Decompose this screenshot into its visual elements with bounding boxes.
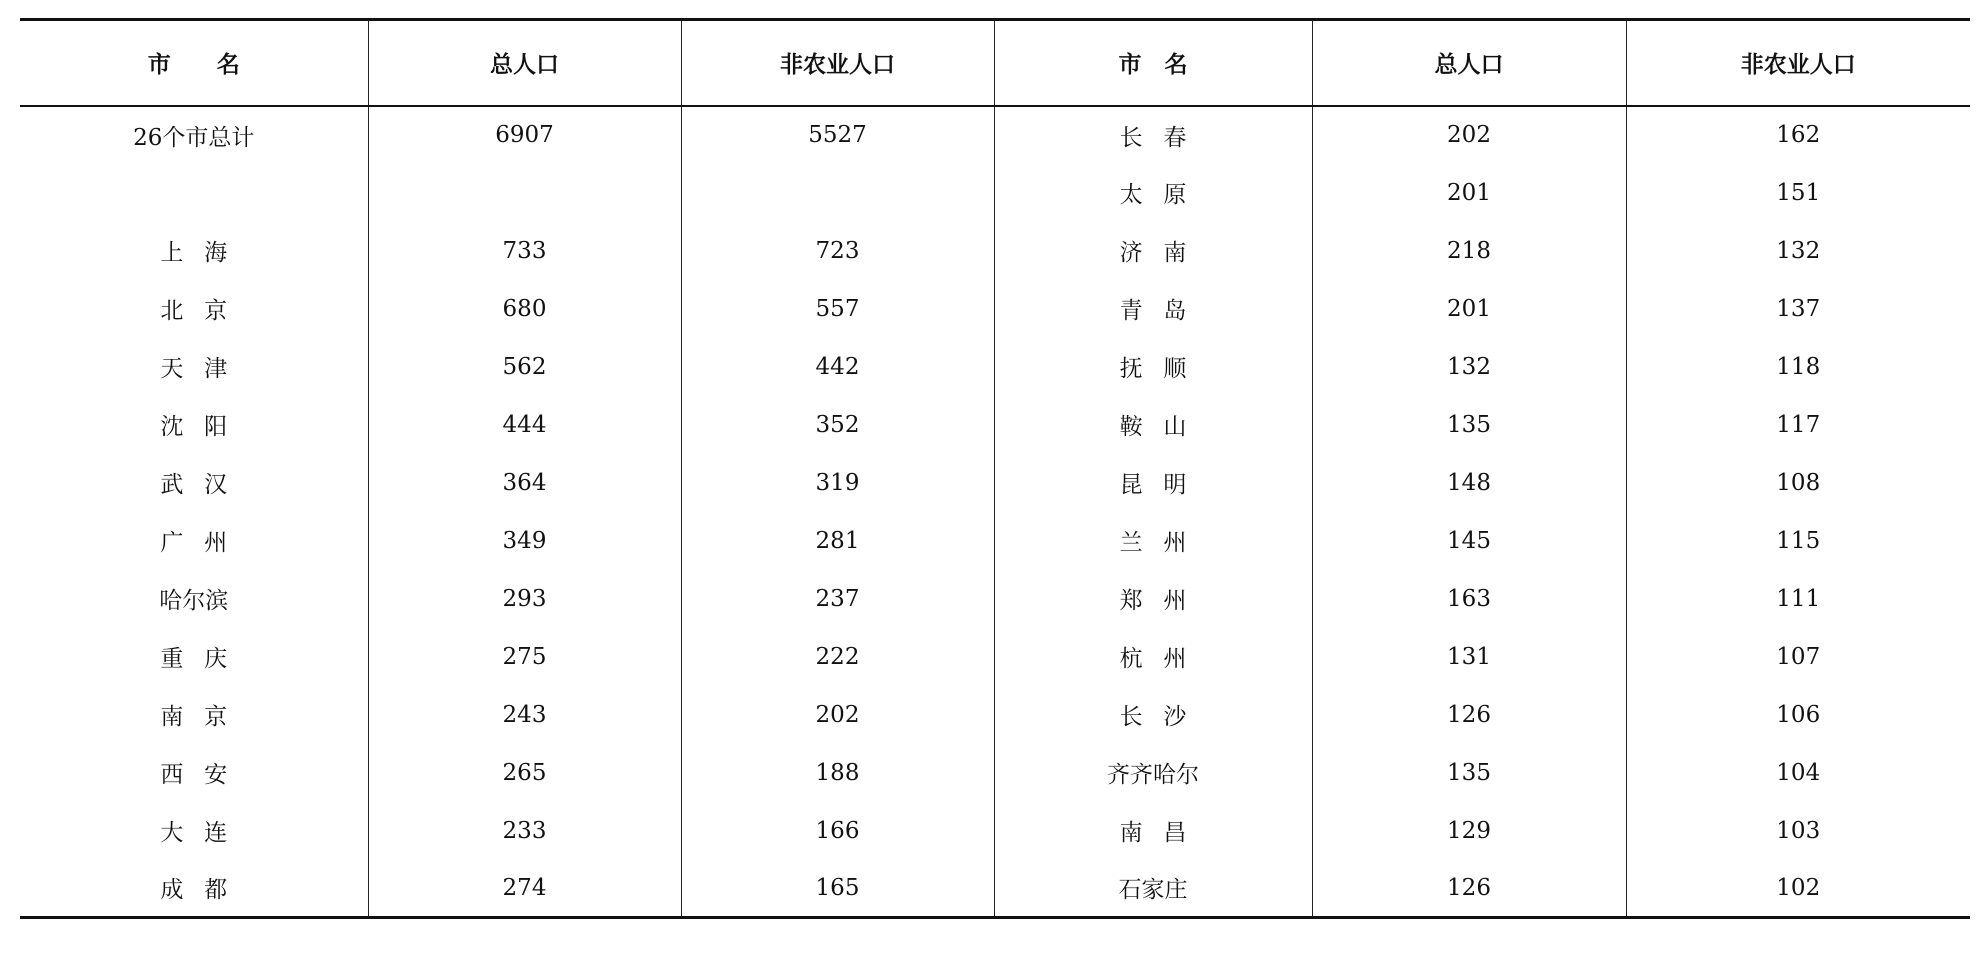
total-population-right-cell: 201 bbox=[1312, 280, 1626, 338]
non-agricultural-population-left-cell: 723 bbox=[681, 222, 994, 280]
total-population-right-cell: 148 bbox=[1312, 454, 1626, 512]
city-name-left bbox=[20, 802, 368, 860]
city-name-text: 南京 bbox=[160, 704, 248, 730]
city-name-text: 成都 bbox=[160, 877, 248, 904]
city-name-left bbox=[20, 106, 368, 164]
city-name-right bbox=[994, 512, 1312, 570]
table-row bbox=[20, 106, 1970, 164]
total-population-left-cell: 733 bbox=[368, 222, 681, 280]
city-name-text: 石家庄 bbox=[1118, 877, 1188, 904]
total-population-right-cell: 126 bbox=[1312, 860, 1626, 918]
total-population-left-cell: 243 bbox=[368, 686, 681, 744]
city-name-text: 长春 bbox=[1119, 124, 1208, 151]
city-name-right bbox=[994, 454, 1312, 512]
total-population-right-cell: 126 bbox=[1312, 686, 1626, 744]
city-name-right bbox=[994, 222, 1312, 280]
table-row bbox=[20, 744, 1970, 802]
city-name-right bbox=[994, 280, 1312, 338]
city-name-left bbox=[20, 164, 368, 222]
city-name-left bbox=[20, 744, 368, 802]
total-population-right-cell: 132 bbox=[1312, 338, 1626, 396]
city-name-text: 哈尔滨 bbox=[159, 588, 229, 614]
non-agricultural-population-right-cell: 162 bbox=[1626, 106, 1970, 164]
city-name-text: 北京 bbox=[160, 298, 248, 324]
city-name-text: 广州 bbox=[160, 530, 248, 556]
population-table bbox=[20, 18, 1970, 919]
table-row bbox=[20, 512, 1970, 570]
table-row bbox=[20, 222, 1970, 280]
city-name-right bbox=[994, 802, 1312, 860]
city-name-left bbox=[20, 222, 368, 280]
total-population-left-cell: 680 bbox=[368, 280, 681, 338]
city-name-text: 西安 bbox=[160, 762, 248, 788]
city-name-left bbox=[20, 686, 368, 744]
city-name-right bbox=[994, 338, 1312, 396]
table-body bbox=[20, 106, 1970, 918]
non-agricultural-population-right-cell: 104 bbox=[1626, 744, 1970, 802]
table-row bbox=[20, 628, 1970, 686]
header-total-population-right: 总人口 bbox=[1312, 20, 1626, 106]
city-name-text: 沈阳 bbox=[160, 414, 248, 440]
total-population-right-cell: 218 bbox=[1312, 222, 1626, 280]
total-population-left-cell: 293 bbox=[368, 570, 681, 628]
non-agricultural-population-left-cell: 237 bbox=[681, 570, 994, 628]
city-name-text: 长沙 bbox=[1119, 704, 1208, 730]
table-header-row bbox=[20, 20, 1970, 106]
total-population-left-cell: 349 bbox=[368, 512, 681, 570]
non-agricultural-population-left-cell: 166 bbox=[681, 802, 994, 860]
non-agricultural-population-right-cell: 132 bbox=[1626, 222, 1970, 280]
non-agricultural-population-right-cell: 137 bbox=[1626, 280, 1970, 338]
total-population-left-cell: 444 bbox=[368, 396, 681, 454]
total-population-left-cell bbox=[368, 164, 681, 222]
table-row bbox=[20, 164, 1970, 222]
table-row bbox=[20, 686, 1970, 744]
non-agricultural-population-left-cell: 557 bbox=[681, 280, 994, 338]
city-name-text: 杭州 bbox=[1119, 646, 1208, 672]
city-name-left bbox=[20, 396, 368, 454]
table-row bbox=[20, 860, 1970, 918]
total-population-left-cell: 6907 bbox=[368, 106, 681, 164]
city-name-text: 上海 bbox=[160, 240, 248, 266]
table-row bbox=[20, 396, 1970, 454]
city-name-text: 郑州 bbox=[1119, 588, 1208, 614]
total-population-left-cell: 562 bbox=[368, 338, 681, 396]
city-name-text: 青岛 bbox=[1119, 298, 1208, 324]
total-population-right-cell: 202 bbox=[1312, 106, 1626, 164]
city-name-right bbox=[994, 860, 1312, 918]
city-name-text: 昆明 bbox=[1119, 472, 1208, 498]
city-name-left bbox=[20, 338, 368, 396]
non-agricultural-population-left-cell: 281 bbox=[681, 512, 994, 570]
table-row bbox=[20, 280, 1970, 338]
city-name-text: 齐齐哈尔 bbox=[1107, 762, 1199, 788]
city-name-text: 太原 bbox=[1119, 182, 1208, 208]
city-name-left bbox=[20, 628, 368, 686]
city-name-text: 武汉 bbox=[160, 472, 248, 498]
city-name-left bbox=[20, 570, 368, 628]
city-name-right bbox=[994, 164, 1312, 222]
header-city-name-right: 市 名 bbox=[994, 20, 1312, 106]
total-population-right-cell: 201 bbox=[1312, 164, 1626, 222]
city-name-text: 天津 bbox=[160, 356, 248, 382]
header-non-agricultural-population-left: 非农业人口 bbox=[681, 20, 994, 106]
non-agricultural-population-left-cell: 188 bbox=[681, 744, 994, 802]
table-row bbox=[20, 338, 1970, 396]
non-agricultural-population-right-cell: 151 bbox=[1626, 164, 1970, 222]
table-row bbox=[20, 570, 1970, 628]
city-name-left bbox=[20, 512, 368, 570]
total-population-right-cell: 129 bbox=[1312, 802, 1626, 860]
non-agricultural-population-left-cell: 222 bbox=[681, 628, 994, 686]
total-population-right-cell: 135 bbox=[1312, 744, 1626, 802]
city-name-right bbox=[994, 106, 1312, 164]
city-name-right bbox=[994, 628, 1312, 686]
total-population-left-cell: 274 bbox=[368, 860, 681, 918]
non-agricultural-population-right-cell: 106 bbox=[1626, 686, 1970, 744]
non-agricultural-population-right-cell: 108 bbox=[1626, 454, 1970, 512]
non-agricultural-population-left-cell: 202 bbox=[681, 686, 994, 744]
city-name-text: 南昌 bbox=[1119, 820, 1208, 846]
city-name-left bbox=[20, 454, 368, 512]
population-table-container bbox=[20, 18, 1970, 919]
total-population-right-cell: 145 bbox=[1312, 512, 1626, 570]
non-agricultural-population-left-cell: 5527 bbox=[681, 106, 994, 164]
city-name-text: 抚顺 bbox=[1119, 356, 1208, 382]
header-total-population-left: 总人口 bbox=[368, 20, 681, 106]
non-agricultural-population-left-cell: 352 bbox=[681, 396, 994, 454]
city-name-text: 重庆 bbox=[160, 646, 248, 672]
header-city-name-left: 市 名 bbox=[20, 20, 368, 106]
total-population-left-cell: 275 bbox=[368, 628, 681, 686]
table-row bbox=[20, 802, 1970, 860]
non-agricultural-population-left-cell: 319 bbox=[681, 454, 994, 512]
non-agricultural-population-right-cell: 103 bbox=[1626, 802, 1970, 860]
non-agricultural-population-left-cell: 442 bbox=[681, 338, 994, 396]
non-agricultural-population-right-cell: 118 bbox=[1626, 338, 1970, 396]
city-name-text: 济南 bbox=[1119, 240, 1208, 266]
total-population-left-cell: 265 bbox=[368, 744, 681, 802]
non-agricultural-population-right-cell: 102 bbox=[1626, 860, 1970, 918]
city-name-text: 兰州 bbox=[1119, 530, 1208, 556]
non-agricultural-population-right-cell: 107 bbox=[1626, 628, 1970, 686]
non-agricultural-population-left-cell bbox=[681, 164, 994, 222]
city-name-left bbox=[20, 280, 368, 338]
non-agricultural-population-left-cell: 165 bbox=[681, 860, 994, 918]
city-name-right bbox=[994, 686, 1312, 744]
city-name-text: 鞍山 bbox=[1119, 414, 1208, 440]
city-name-text: 大连 bbox=[160, 820, 248, 846]
non-agricultural-population-right-cell: 115 bbox=[1626, 512, 1970, 570]
city-name-right bbox=[994, 396, 1312, 454]
total-population-right-cell: 135 bbox=[1312, 396, 1626, 454]
city-name-right bbox=[994, 744, 1312, 802]
table-row bbox=[20, 454, 1970, 512]
total-population-right-cell: 163 bbox=[1312, 570, 1626, 628]
non-agricultural-population-right-cell: 111 bbox=[1626, 570, 1970, 628]
total-population-left-cell: 233 bbox=[368, 802, 681, 860]
total-population-right-cell: 131 bbox=[1312, 628, 1626, 686]
header-non-agricultural-population-right: 非农业人口 bbox=[1626, 20, 1970, 106]
city-name-text: 26个市总计 bbox=[133, 124, 255, 151]
city-name-right bbox=[994, 570, 1312, 628]
city-name-left bbox=[20, 860, 368, 918]
non-agricultural-population-right-cell: 117 bbox=[1626, 396, 1970, 454]
total-population-left-cell: 364 bbox=[368, 454, 681, 512]
